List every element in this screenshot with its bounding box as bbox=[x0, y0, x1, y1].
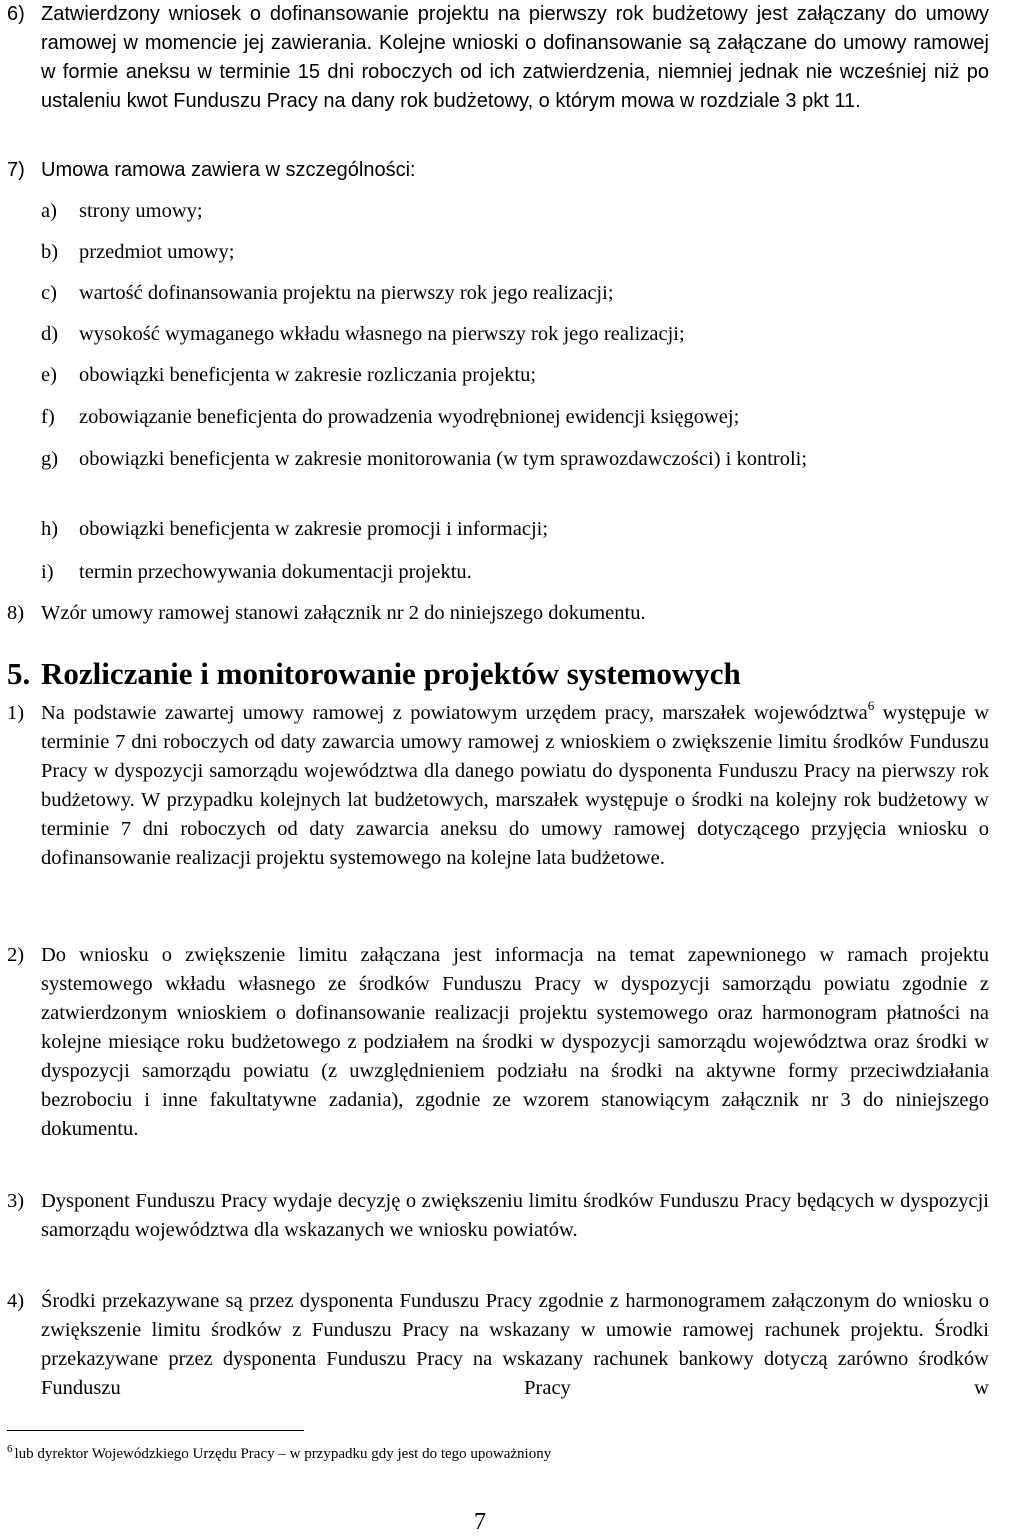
list-item-number: 6) bbox=[7, 3, 25, 25]
sub-item-text: zobowiązanie beneficjenta do prowadzenia wyodrębnionej ewidencji księgowej; bbox=[79, 406, 740, 428]
list-item-text bbox=[41, 699, 989, 873]
list-item-text: Dysponent Funduszu Pracy wydaje decyzję o zwiększeniu limitu środków Funduszu Pracy będących w dyspozycji samorządu województwa dla wskazanych we wniosku powiatów. bbox=[41, 1190, 989, 1241]
sub-item-number: i) bbox=[41, 561, 54, 583]
sub-item-text: obowiązki beneficjenta w zakresie promocji i informacji; bbox=[79, 518, 549, 540]
footnote-separator bbox=[7, 1430, 304, 1431]
sub-item-number: h) bbox=[41, 518, 59, 540]
page-number: 7 bbox=[474, 1509, 486, 1535]
section-item-2 bbox=[7, 941, 989, 1144]
sub-item-text: termin przechowywania dokumentacji projektu. bbox=[79, 561, 472, 583]
sub-item-number: d) bbox=[41, 323, 59, 345]
text-segment: Na podstawie zawartej umowy ramowej z powiatowym urzędem pracy, marszałek województwa bbox=[41, 702, 868, 724]
sub-item-g bbox=[7, 445, 1027, 474]
list-item-number: 8) bbox=[7, 602, 25, 624]
list-item-text: Umowa ramowa zawiera w szczególności: bbox=[41, 159, 416, 181]
list-item-number: 3) bbox=[7, 1190, 25, 1212]
sub-item-number: g) bbox=[41, 448, 59, 470]
sub-item-number: c) bbox=[41, 282, 57, 304]
footnote-number: 6 bbox=[7, 1443, 13, 1455]
footnote bbox=[7, 1443, 955, 1465]
list-item-number: 4) bbox=[7, 1290, 25, 1312]
section-title: Rozliczanie i monitorowanie projektów systemowych bbox=[41, 656, 741, 691]
list-item-7 bbox=[7, 156, 989, 185]
sub-item-text: wartość dofinansowania projektu na pierwszy rok jego realizacji; bbox=[79, 282, 614, 304]
list-item-number: 7) bbox=[7, 159, 25, 181]
sub-item-i bbox=[7, 558, 1027, 587]
sub-item-number: a) bbox=[41, 200, 57, 222]
footnote-reference[interactable]: 6 bbox=[867, 698, 875, 713]
sub-item-d bbox=[7, 320, 1027, 349]
sub-item-number: b) bbox=[41, 241, 59, 263]
sub-item-number: e) bbox=[41, 364, 57, 386]
section-item-1 bbox=[7, 699, 989, 873]
list-item-text: Do wniosku o zwiększenie limitu załączana jest informacja na temat zapewnionego w ramach projektu systemowego wkładu własnego ze środków Funduszu Pracy w dyspozycji samorządu powiatu zgodnie z zatwierdzonym wnioskiem o dofinansowanie realizacji projektu systemowego oraz harmonogram płatności na kolejne miesiące roku budżetowego z podziałem na środki w dyspozycji samorządu województwa oraz środki w dyspozycji samorządu powiatu (z uwzględnieniem podziału na środki na aktywne formy przeciwdziałania bezrobociu i inne fakultatywne zadania), zgodnie ze wzorem stanowiącym załącznik nr 3 do niniejszego dokumentu. bbox=[41, 944, 989, 1140]
section-item-4 bbox=[7, 1287, 989, 1403]
section-heading bbox=[7, 656, 955, 692]
sub-item-number: f) bbox=[41, 406, 55, 428]
footnote-text: lub dyrektor Wojewódzkiego Urzędu Pracy – w przypadku gdy jest do tego upoważniony bbox=[14, 1446, 552, 1462]
sub-item-text: obowiązki beneficjenta w zakresie rozliczania projektu; bbox=[79, 364, 537, 386]
list-item-number: 2) bbox=[7, 944, 25, 966]
list-item-8 bbox=[7, 599, 989, 628]
sub-item-text: wysokość wymaganego wkładu własnego na pierwszy rok jego realizacji; bbox=[79, 323, 685, 345]
sub-item-c bbox=[7, 279, 1027, 308]
list-item-text: Środki przekazywane są przez dysponenta Funduszu Pracy zgodnie z harmonogramem załączonym do wniosku o zwiększenie limitu środków z Funduszu Pracy na wskazany w umowie ramowej rachunek projektu. Środki przekazywane przez dysponenta Funduszu Pracy na wskazany rachunek bankowy dotyczą zarówno środków Funduszu Pracy w bbox=[41, 1290, 989, 1399]
list-item-number: 1) bbox=[7, 702, 25, 724]
sub-item-f bbox=[7, 403, 1027, 432]
list-item-text: Wzór umowy ramowej stanowi załącznik nr 2 do niniejszego dokumentu. bbox=[41, 602, 646, 624]
sub-item-e bbox=[7, 361, 1027, 390]
sub-item-b bbox=[7, 238, 1027, 267]
list-item-text: Zatwierdzony wniosek o dofinansowanie projektu na pierwszy rok budżetowy jest załączany do umowy ramowej w momencie jej zawierania. Kolejne wnioski o dofinansowanie są załączane do umowy ramowej w formie aneksu w terminie 15 dni roboczych od ich zatwierdzenia, niemniej jednak nie wcześniej niż po ustaleniu kwot Funduszu Pracy na dany rok budżetowy, o którym mowa w rozdziale 3 pkt 11. bbox=[41, 3, 989, 112]
section-number: 5. bbox=[7, 656, 31, 691]
list-item-6 bbox=[7, 0, 989, 116]
text-segment: występuje w terminie 7 dni roboczych od daty zawarcia umowy ramowej z wnioskiem o zwiększenie limitu środków Funduszu Pracy w dyspozycji samorządu województwa dla danego powiatu do dysponenta Funduszu Pracy na pierwszy rok budżetowy. W przypadku kolejnych lat budżetowych, marszałek występuje o środki na kolejny rok budżetowy w terminie 7 dni roboczych od daty zawarcia aneksu do umowy ramowej dotyczącego przyjęcia wniosku o dofinansowanie realizacji projektu systemowego na kolejne lata budżetowe. bbox=[41, 702, 989, 869]
sub-item-text: przedmiot umowy; bbox=[79, 241, 235, 263]
sub-item-a bbox=[7, 197, 1027, 226]
sub-item-text: strony umowy; bbox=[79, 200, 203, 222]
sub-item-h bbox=[7, 515, 1027, 544]
sub-item-text: obowiązki beneficjenta w zakresie monitorowania (w tym sprawozdawczości) i kontroli; bbox=[79, 448, 808, 470]
section-item-3 bbox=[7, 1187, 989, 1245]
